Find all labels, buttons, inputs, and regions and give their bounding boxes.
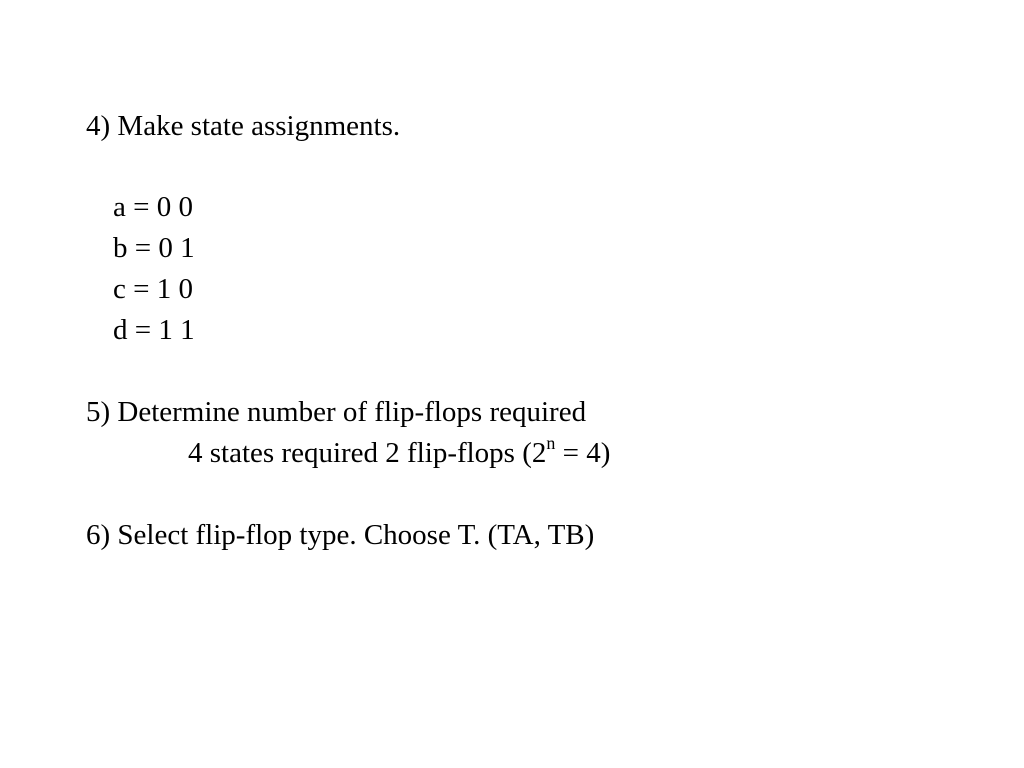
step5-heading: 5) Determine number of flip-flops required [86, 396, 587, 428]
step6-heading: 6) Select flip-flop type. Choose T. (TA, TB) [86, 519, 595, 551]
step5-detail-superscript: n [546, 433, 556, 454]
state-assignment-c: c = 1 0 [113, 273, 193, 305]
state-assignment-a: a = 0 0 [113, 191, 193, 223]
step5-detail [188, 433, 610, 473]
step5-detail-suffix: = 4) [555, 437, 611, 469]
state-assignment-b: b = 0 1 [113, 232, 195, 264]
step5-detail-prefix: 4 states required 2 flip-flops (2 [188, 437, 547, 469]
step4-heading: 4) Make state assignments. [86, 110, 401, 142]
state-assignment-d: d = 1 1 [113, 314, 195, 346]
